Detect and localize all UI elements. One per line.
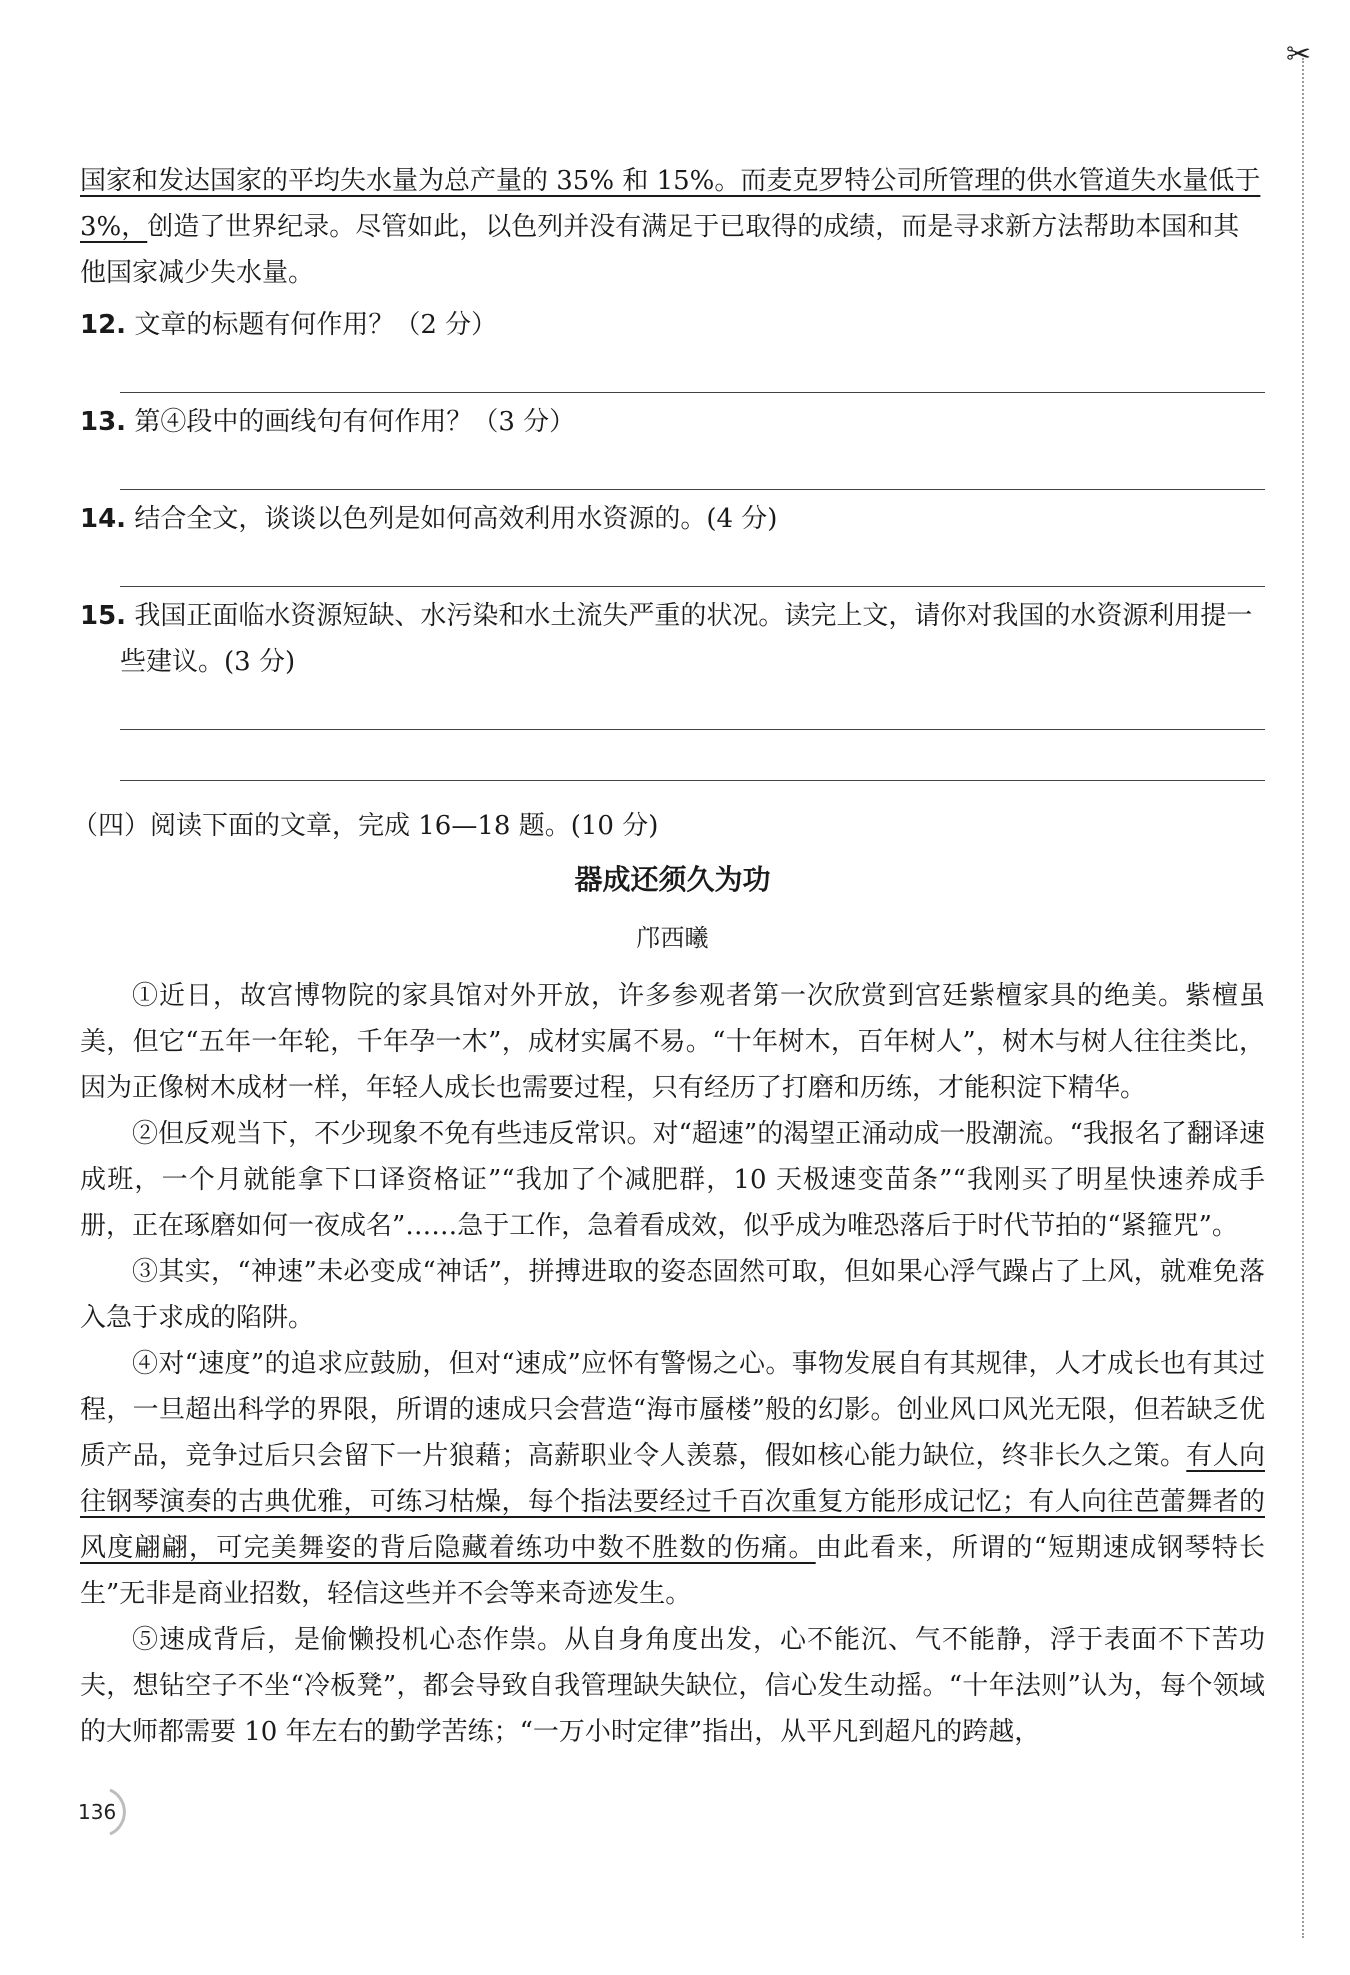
- question-number: 12.: [80, 310, 127, 340]
- question-text: 文章的标题有何作用？（2 分）: [134, 310, 498, 340]
- cut-line: [1302, 58, 1304, 1938]
- question-13: [80, 399, 1265, 445]
- page-content: [72, 158, 1265, 1755]
- question-text: 第④段中的画线句有何作用？（3 分）: [134, 407, 576, 437]
- section-heading: （四）阅读下面的文章，完成 16—18 题。(10 分): [72, 811, 659, 841]
- answer-line[interactable]: [120, 685, 1265, 730]
- page-number: 136: [78, 1800, 117, 1824]
- paragraph-4: [80, 1341, 1265, 1617]
- passage-tail-rest: 创造了世界纪录。尽管如此，以色列并没有满足于已取得的成绩，而是寻求新方法帮助本国和其他国家减少失水量。: [80, 212, 1240, 288]
- answer-line[interactable]: [120, 542, 1265, 587]
- answer-line[interactable]: [120, 736, 1265, 781]
- passage-tail: [80, 158, 1265, 296]
- article-author: 邝西曦: [636, 924, 709, 952]
- question-number: 15.: [80, 601, 127, 631]
- answer-line[interactable]: [120, 445, 1265, 490]
- question-number: 14.: [80, 504, 127, 534]
- paragraph-1: ①近日，故宫博物院的家具馆对外开放，许多参观者第一次欣赏到宫廷紫檀家具的绝美。紫檀虽美，但它“五年一年轮，千年孕一木”，成材实属不易。“十年树木，百年树人”，树木与树人往往类比，因为正像树木成材一样，年轻人成长也需要过程，只有经历了打磨和历练，才能积淀下精华。: [80, 981, 1265, 1103]
- question-12: [80, 302, 1265, 348]
- paragraph-3: ③其实，“神速”未必变成“神话”，拼搏进取的姿态固然可取，但如果心浮气躁占了上风，就难免落入急于求成的陷阱。: [80, 1257, 1265, 1333]
- question-15: [80, 593, 1265, 685]
- question-text: 结合全文，谈谈以色列是如何高效利用水资源的。(4 分): [134, 504, 778, 534]
- scissors-icon: ✂: [1286, 37, 1312, 72]
- question-14: [80, 496, 1265, 542]
- article-title: 器成还须久为功: [574, 863, 771, 896]
- paragraph-4-underlined: 有人向往钢琴演奏的古典优雅，可练习枯燥，每个指法要经过千百次重复方能形成记忆；有人向往芭蕾舞者的风度翩翩，可完美舞姿的背后隐藏着练功中数不胜数的伤痛。: [80, 1441, 1265, 1563]
- question-number: 13.: [80, 407, 127, 437]
- paragraph-5: ⑤速成背后，是偷懒投机心态作祟。从自身角度出发，心不能沉、气不能静，浮于表面不下苦功夫，想钻空子不坐“冷板凳”，都会导致自我管理缺失缺位，信心发生动摇。“十年法则”认为，每个领域的大师都需要 10 年左右的勤学苦练；“一万小时定律”指出，从平凡到超凡的跨越，: [80, 1625, 1265, 1747]
- paragraph-4-end: 由此看来，所谓的“短期速成钢琴特长生”无非是商业招数，轻信这些并不会等来奇迹发生。: [80, 1533, 1265, 1609]
- answer-line[interactable]: [120, 348, 1265, 393]
- passage-tail-underlined: 国家和发达国家的平均失水量为总产量的 35% 和 15%。而麦克罗特公司所管理的供水管道失水量低于 3%，: [80, 166, 1261, 242]
- paragraph-2: ②但反观当下，不少现象不免有些违反常识。对“超速”的渴望正涌动成一股潮流。“我报名了翻译速成班，一个月就能拿下口译资格证”“我加了个减肥群，10 天极速变苗条”“我刚买了明星快速养成手册，正在琢磨如何一夜成名”……急于工作，急着看成效，似乎成为唯恐落后于时代节拍的“紧箍咒”。: [80, 1119, 1265, 1241]
- paragraph-4-start: ④对“速度”的追求应鼓励，但对“速成”应怀有警惕之心。事物发展自有其规律，人才成长也有其过程，一旦超出科学的界限，所谓的速成只会营造“海市蜃楼”般的幻影。创业风口风光无限，但若缺乏优质产品，竞争过后只会留下一片狼藉；高薪职业令人羡慕，假如核心能力缺位，终非长久之策。: [80, 1349, 1265, 1471]
- question-text: 我国正面临水资源短缺、水污染和水土流失严重的状况。读完上文，请你对我国的水资源利用提一些建议。(3 分): [120, 601, 1253, 677]
